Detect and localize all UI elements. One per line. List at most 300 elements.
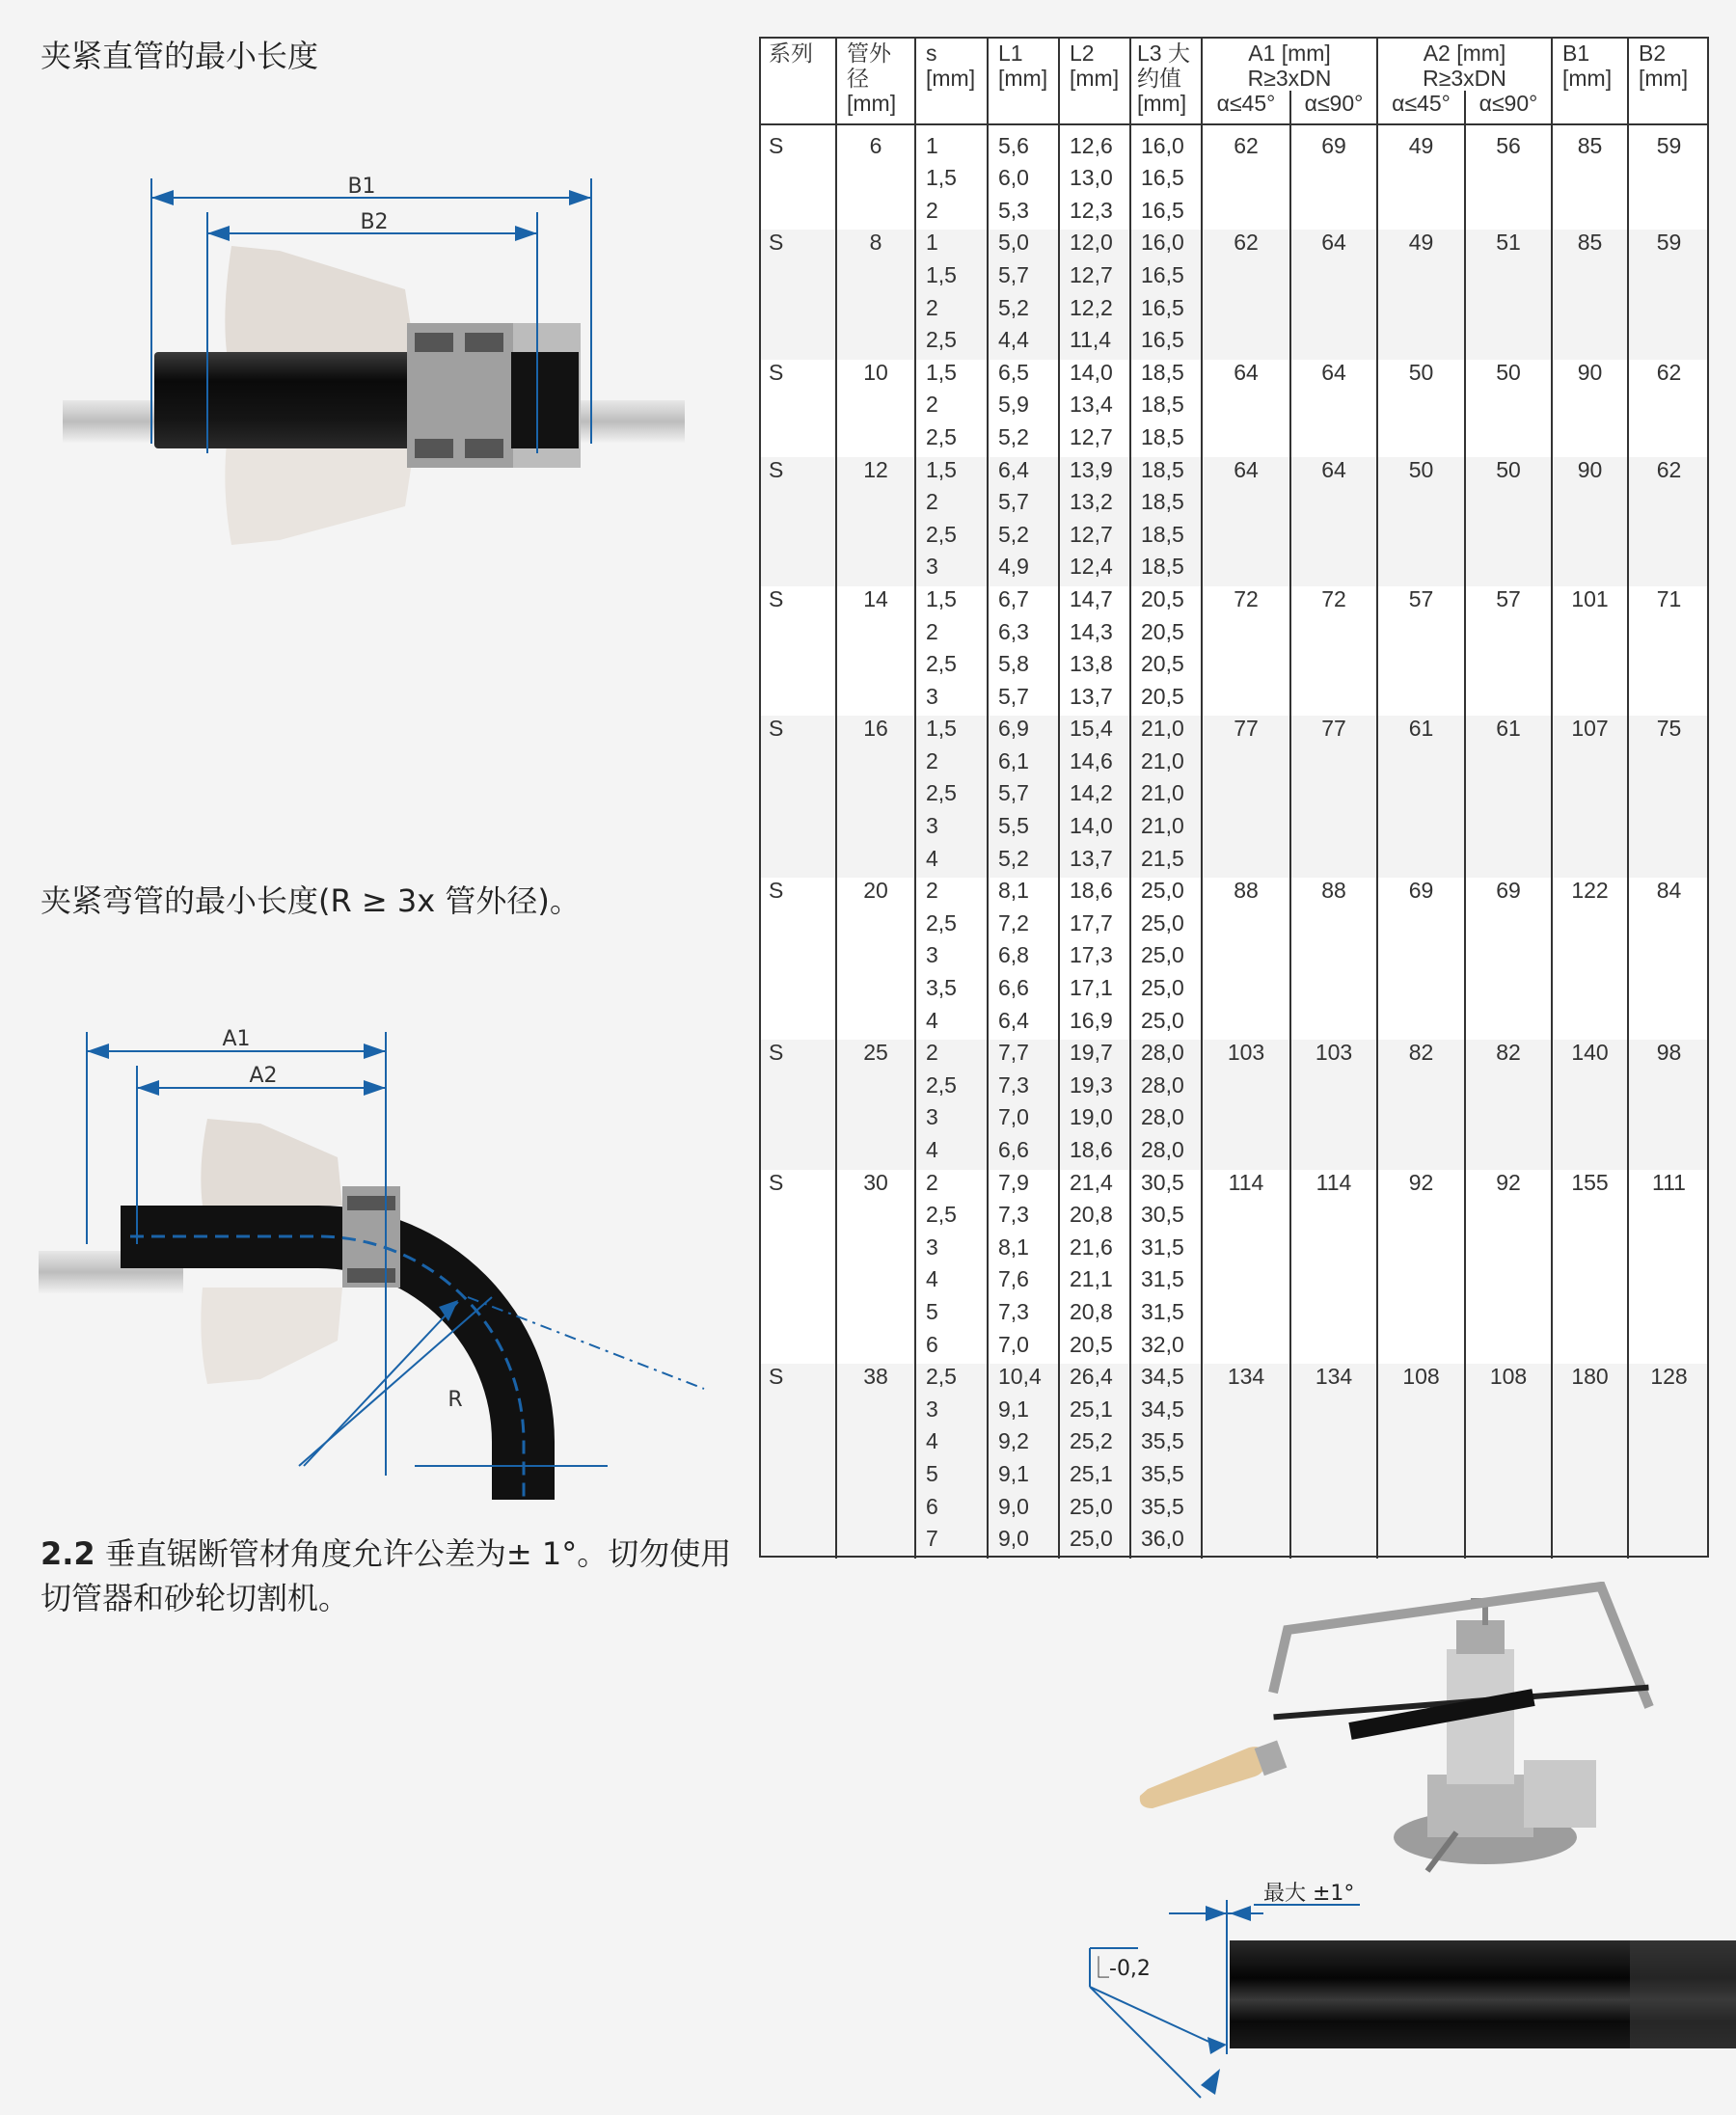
od-cell [836, 1299, 915, 1332]
l2-cell: 25,1 [1059, 1396, 1130, 1429]
od-cell [836, 522, 915, 555]
s-cell: 6 [915, 1332, 988, 1365]
od-cell [836, 327, 915, 360]
b1-cell: 85 [1552, 124, 1628, 166]
od-cell: 30 [836, 1170, 915, 1203]
l3-cell: 28,0 [1130, 1040, 1202, 1072]
series-cell [759, 975, 836, 1008]
od-cell [836, 1396, 915, 1429]
b1-cell [1552, 392, 1628, 424]
a2-90-cell: 108 [1465, 1364, 1552, 1396]
a2-90-cell [1465, 165, 1552, 198]
a2-45-cell [1377, 1299, 1465, 1332]
b2-cell [1628, 813, 1709, 846]
l1-cell: 6,6 [988, 975, 1059, 1008]
od-cell: 8 [836, 230, 915, 262]
od-cell: 12 [836, 457, 915, 490]
header-s: s [mm] [915, 37, 988, 124]
a2-45-cell [1377, 489, 1465, 522]
l1-cell: 7,0 [988, 1104, 1059, 1137]
b1-cell [1552, 651, 1628, 684]
l2-cell: 12,0 [1059, 230, 1130, 262]
series-cell [759, 1461, 836, 1494]
table-row [759, 1170, 1709, 1203]
s-cell: 2 [915, 1040, 988, 1072]
table-row [759, 1202, 1709, 1234]
a1-90-cell [1290, 1494, 1377, 1527]
a2-45-cell [1377, 392, 1465, 424]
l2-cell: 13,7 [1059, 684, 1130, 717]
l1-cell: 5,7 [988, 489, 1059, 522]
od-cell [836, 780, 915, 813]
l1-cell: 5,7 [988, 684, 1059, 717]
series-cell [759, 1266, 836, 1299]
series-cell [759, 392, 836, 424]
b1-label: B1 [347, 175, 376, 199]
a1-45-cell [1202, 392, 1290, 424]
series-cell [759, 554, 836, 586]
a1-45-cell: 62 [1202, 230, 1290, 262]
max-angle-label: 最大 ±1° [1263, 1882, 1355, 1906]
b2-cell: 84 [1628, 878, 1709, 910]
a2-45-cell: 108 [1377, 1364, 1465, 1396]
a1-90-cell [1290, 489, 1377, 522]
a2-label: A2 [249, 1064, 278, 1088]
b1-cell [1552, 1332, 1628, 1365]
l2-cell: 16,9 [1059, 1008, 1130, 1041]
flatness-label: ⎿-0,2 [1088, 1957, 1151, 1981]
l3-cell: 21,0 [1130, 813, 1202, 846]
l1-cell: 9,1 [988, 1461, 1059, 1494]
l1-cell: 7,3 [988, 1202, 1059, 1234]
l3-cell: 32,0 [1130, 1332, 1202, 1365]
series-cell [759, 295, 836, 328]
a1-90-cell [1290, 975, 1377, 1008]
a1-90-cell [1290, 1396, 1377, 1429]
table-row [759, 360, 1709, 393]
b2-cell [1628, 684, 1709, 717]
l1-cell: 7,3 [988, 1299, 1059, 1332]
a1-90-cell [1290, 942, 1377, 975]
a2-90-cell [1465, 1202, 1552, 1234]
l1-cell: 5,0 [988, 230, 1059, 262]
a1-90-cell [1290, 1332, 1377, 1365]
series-cell [759, 522, 836, 555]
a1-45-cell [1202, 1396, 1290, 1429]
l3-cell: 18,5 [1130, 457, 1202, 490]
a2-45-cell [1377, 295, 1465, 328]
table-row [759, 1266, 1709, 1299]
table-row [759, 1234, 1709, 1267]
table-row [759, 942, 1709, 975]
l3-cell: 18,5 [1130, 424, 1202, 457]
series-cell [759, 813, 836, 846]
l2-cell: 25,0 [1059, 1494, 1130, 1527]
a2-45-cell [1377, 942, 1465, 975]
note-number: 2.2 [41, 1535, 95, 1572]
table-row [759, 424, 1709, 457]
l2-cell: 21,4 [1059, 1170, 1130, 1203]
l3-cell: 16,0 [1130, 124, 1202, 166]
a1-45-cell: 103 [1202, 1040, 1290, 1072]
a2-90-cell [1465, 554, 1552, 586]
a1-90-cell [1290, 262, 1377, 295]
l3-cell: 25,0 [1130, 878, 1202, 910]
l3-cell: 16,5 [1130, 198, 1202, 230]
a2-45-cell [1377, 1494, 1465, 1527]
table-row [759, 457, 1709, 490]
l3-cell: 28,0 [1130, 1072, 1202, 1105]
l1-cell: 7,7 [988, 1040, 1059, 1072]
a2-90-cell: 57 [1465, 586, 1552, 619]
header-a2-90: α≤90° [1465, 91, 1552, 124]
l1-cell: 7,6 [988, 1266, 1059, 1299]
s-cell: 1,5 [915, 716, 988, 748]
series-cell [759, 489, 836, 522]
a2-45-cell [1377, 327, 1465, 360]
l1-cell: 5,7 [988, 262, 1059, 295]
l2-cell: 14,0 [1059, 360, 1130, 393]
l1-cell: 9,0 [988, 1526, 1059, 1559]
a2-45-cell [1377, 1137, 1465, 1170]
header-a2-45: α≤45° [1377, 91, 1465, 124]
header-series: 系列 [759, 37, 836, 124]
a1-90-cell: 64 [1290, 230, 1377, 262]
l2-cell: 12,3 [1059, 198, 1130, 230]
od-cell [836, 1266, 915, 1299]
a1-45-cell [1202, 780, 1290, 813]
a2-90-cell [1465, 1332, 1552, 1365]
clamp-jaw-lower [201, 1288, 342, 1384]
l1-cell: 9,1 [988, 1396, 1059, 1429]
s-cell: 2 [915, 619, 988, 652]
l1-cell: 6,3 [988, 619, 1059, 652]
l2-cell: 25,2 [1059, 1428, 1130, 1461]
b2-cell [1628, 198, 1709, 230]
series-cell [759, 262, 836, 295]
b2-cell: 71 [1628, 586, 1709, 619]
a1-45-cell [1202, 1104, 1290, 1137]
b2-cell: 62 [1628, 360, 1709, 393]
b2-cell: 59 [1628, 230, 1709, 262]
l1-cell: 9,0 [988, 1494, 1059, 1527]
l3-cell: 20,5 [1130, 619, 1202, 652]
a1-90-cell [1290, 424, 1377, 457]
b2-cell [1628, 1266, 1709, 1299]
l1-cell: 7,3 [988, 1072, 1059, 1105]
a1-45-cell [1202, 1202, 1290, 1234]
a1-45-cell [1202, 327, 1290, 360]
a1-45-cell [1202, 522, 1290, 555]
series-cell: S [759, 230, 836, 262]
s-cell: 4 [915, 1428, 988, 1461]
od-cell: 20 [836, 878, 915, 910]
l1-cell: 4,9 [988, 554, 1059, 586]
l3-cell: 36,0 [1130, 1526, 1202, 1559]
table-row [759, 1137, 1709, 1170]
a2-45-cell: 92 [1377, 1170, 1465, 1203]
a1-90-cell [1290, 198, 1377, 230]
b2-cell [1628, 1428, 1709, 1461]
table-row [759, 1526, 1709, 1559]
b2-cell [1628, 942, 1709, 975]
b1-cell [1552, 1396, 1628, 1429]
s-cell: 2,5 [915, 327, 988, 360]
s-cell: 4 [915, 1137, 988, 1170]
a2-45-cell [1377, 1072, 1465, 1105]
table-row [759, 1428, 1709, 1461]
b2-cell [1628, 1202, 1709, 1234]
a1-45-cell [1202, 165, 1290, 198]
a1-90-cell [1290, 1526, 1377, 1559]
l3-cell: 20,5 [1130, 586, 1202, 619]
a1-90-cell: 88 [1290, 878, 1377, 910]
b2-cell [1628, 846, 1709, 879]
a1-45-cell [1202, 1234, 1290, 1267]
l3-cell: 16,5 [1130, 295, 1202, 328]
a1-45-cell [1202, 554, 1290, 586]
b1-cell [1552, 522, 1628, 555]
l3-cell: 31,5 [1130, 1234, 1202, 1267]
b1-cell [1552, 198, 1628, 230]
series-cell: S [759, 1040, 836, 1072]
table-row [759, 1104, 1709, 1137]
a1-90-cell [1290, 1234, 1377, 1267]
a1-45-cell [1202, 1137, 1290, 1170]
a1-90-cell [1290, 1299, 1377, 1332]
a2-90-cell [1465, 1137, 1552, 1170]
s-cell: 7 [915, 1526, 988, 1559]
a1-45-cell [1202, 295, 1290, 328]
l2-cell: 14,2 [1059, 780, 1130, 813]
series-cell: S [759, 1170, 836, 1203]
l2-cell: 13,4 [1059, 392, 1130, 424]
od-cell [836, 748, 915, 781]
a1-90-cell: 77 [1290, 716, 1377, 748]
hacksaw-vise-illustration [1138, 1582, 1678, 1890]
a2-90-cell [1465, 1234, 1552, 1267]
l3-cell: 34,5 [1130, 1396, 1202, 1429]
l3-cell: 21,0 [1130, 716, 1202, 748]
l2-cell: 14,7 [1059, 586, 1130, 619]
b1-cell [1552, 1137, 1628, 1170]
series-cell: S [759, 360, 836, 393]
a2-45-cell [1377, 1428, 1465, 1461]
bent-pipe-diagram [29, 1022, 723, 1514]
l3-cell: 25,0 [1130, 942, 1202, 975]
l3-cell: 18,5 [1130, 554, 1202, 586]
l2-cell: 25,1 [1059, 1461, 1130, 1494]
l1-cell: 6,5 [988, 360, 1059, 393]
s-cell: 3 [915, 813, 988, 846]
od-cell [836, 1137, 915, 1170]
b2-cell: 59 [1628, 124, 1709, 166]
table-row [759, 262, 1709, 295]
a1-90-cell [1290, 327, 1377, 360]
l2-cell: 26,4 [1059, 1364, 1130, 1396]
a2-90-cell [1465, 1299, 1552, 1332]
l2-cell: 11,4 [1059, 327, 1130, 360]
table-row [759, 392, 1709, 424]
a1-45-cell [1202, 748, 1290, 781]
b1-cell [1552, 942, 1628, 975]
a2-90-cell [1465, 262, 1552, 295]
od-cell [836, 684, 915, 717]
l2-cell: 21,1 [1059, 1266, 1130, 1299]
b2-cell [1628, 910, 1709, 943]
a1-label: A1 [222, 1027, 251, 1051]
a1-90-cell: 72 [1290, 586, 1377, 619]
b1-cell [1552, 489, 1628, 522]
a2-90-cell: 69 [1465, 878, 1552, 910]
a1-45-cell [1202, 942, 1290, 975]
series-cell [759, 619, 836, 652]
a2-90-cell [1465, 846, 1552, 879]
l1-cell: 6,8 [988, 942, 1059, 975]
a1-45-cell: 88 [1202, 878, 1290, 910]
a1-45-cell: 64 [1202, 457, 1290, 490]
note-text: 垂直锯断管材角度允许公差为± 1°。切勿使用切管器和砂轮切割机。 [41, 1535, 732, 1616]
s-cell: 2,5 [915, 522, 988, 555]
series-cell [759, 846, 836, 879]
b2-cell [1628, 975, 1709, 1008]
b2-cell: 98 [1628, 1040, 1709, 1072]
a2-45-cell [1377, 813, 1465, 846]
a1-90-cell: 114 [1290, 1170, 1377, 1203]
s-cell: 1,5 [915, 360, 988, 393]
b2-cell [1628, 1461, 1709, 1494]
b1-cell [1552, 910, 1628, 943]
a2-90-cell: 50 [1465, 457, 1552, 490]
l2-cell: 14,3 [1059, 619, 1130, 652]
a1-45-cell: 134 [1202, 1364, 1290, 1396]
a2-90-cell [1465, 1428, 1552, 1461]
l1-cell: 6,4 [988, 1008, 1059, 1041]
od-cell [836, 295, 915, 328]
l3-cell: 16,0 [1130, 230, 1202, 262]
b2-cell: 128 [1628, 1364, 1709, 1396]
b2-cell [1628, 1332, 1709, 1365]
a1-45-cell [1202, 975, 1290, 1008]
a2-90-cell [1465, 910, 1552, 943]
b1-cell [1552, 780, 1628, 813]
s-cell: 6 [915, 1494, 988, 1527]
a1-45-cell: 64 [1202, 360, 1290, 393]
l2-cell: 13,7 [1059, 846, 1130, 879]
od-cell [836, 1461, 915, 1494]
table-row [759, 124, 1709, 166]
l3-cell: 25,0 [1130, 975, 1202, 1008]
od-cell [836, 846, 915, 879]
l1-cell: 5,6 [988, 124, 1059, 166]
l1-cell: 6,7 [988, 586, 1059, 619]
od-cell [836, 1428, 915, 1461]
l2-cell: 17,7 [1059, 910, 1130, 943]
l2-cell: 13,8 [1059, 651, 1130, 684]
od-cell [836, 813, 915, 846]
s-cell: 2 [915, 748, 988, 781]
header-l1: L1 [mm] [988, 37, 1059, 124]
a1-90-cell: 134 [1290, 1364, 1377, 1396]
s-cell: 2,5 [915, 910, 988, 943]
l2-cell: 20,8 [1059, 1202, 1130, 1234]
a2-45-cell: 57 [1377, 586, 1465, 619]
b1-cell [1552, 1234, 1628, 1267]
l3-cell: 31,5 [1130, 1299, 1202, 1332]
l2-cell: 20,8 [1059, 1299, 1130, 1332]
a2-45-cell [1377, 780, 1465, 813]
l2-cell: 12,7 [1059, 522, 1130, 555]
l2-cell: 19,0 [1059, 1104, 1130, 1137]
series-cell [759, 684, 836, 717]
s-cell: 3,5 [915, 975, 988, 1008]
a2-90-cell [1465, 1494, 1552, 1527]
a1-90-cell [1290, 910, 1377, 943]
a1-90-cell [1290, 1072, 1377, 1105]
table-row [759, 586, 1709, 619]
a2-90-cell [1465, 942, 1552, 975]
a2-90-cell: 92 [1465, 1170, 1552, 1203]
b1-cell [1552, 1202, 1628, 1234]
b1-cell: 90 [1552, 457, 1628, 490]
b2-cell [1628, 262, 1709, 295]
l3-cell: 16,5 [1130, 327, 1202, 360]
clamp-jaw-upper [225, 246, 415, 352]
a1-90-cell [1290, 1008, 1377, 1041]
b1-cell [1552, 1104, 1628, 1137]
a1-90-cell: 69 [1290, 124, 1377, 166]
table-row [759, 780, 1709, 813]
l2-cell: 18,6 [1059, 1137, 1130, 1170]
b2-cell: 111 [1628, 1170, 1709, 1203]
s-cell: 2,5 [915, 651, 988, 684]
b2-cell [1628, 522, 1709, 555]
b1-cell [1552, 684, 1628, 717]
a2-45-cell [1377, 1461, 1465, 1494]
a1-90-cell [1290, 392, 1377, 424]
s-cell: 2 [915, 489, 988, 522]
a1-45-cell [1202, 813, 1290, 846]
od-cell [836, 262, 915, 295]
s-cell: 1,5 [915, 457, 988, 490]
table-body [759, 124, 1709, 1559]
a1-45-cell [1202, 1526, 1290, 1559]
od-cell: 10 [836, 360, 915, 393]
b1-cell: 107 [1552, 716, 1628, 748]
a2-90-cell [1465, 1526, 1552, 1559]
b2-cell [1628, 1494, 1709, 1527]
a1-45-cell [1202, 1428, 1290, 1461]
l3-cell: 25,0 [1130, 910, 1202, 943]
od-cell [836, 1202, 915, 1234]
a2-90-cell [1465, 1266, 1552, 1299]
s-cell: 3 [915, 1234, 988, 1267]
table-row [759, 1299, 1709, 1332]
a2-45-cell [1377, 262, 1465, 295]
a2-90-cell [1465, 1008, 1552, 1041]
b1-cell: 140 [1552, 1040, 1628, 1072]
a2-45-cell [1377, 1008, 1465, 1041]
a2-90-cell: 56 [1465, 124, 1552, 166]
od-cell [836, 165, 915, 198]
a1-90-cell [1290, 1428, 1377, 1461]
table-row [759, 489, 1709, 522]
s-cell: 2 [915, 1170, 988, 1203]
l3-cell: 34,5 [1130, 1364, 1202, 1396]
a2-45-cell: 50 [1377, 457, 1465, 490]
b2-label: B2 [360, 210, 389, 234]
l2-cell: 25,0 [1059, 1526, 1130, 1559]
